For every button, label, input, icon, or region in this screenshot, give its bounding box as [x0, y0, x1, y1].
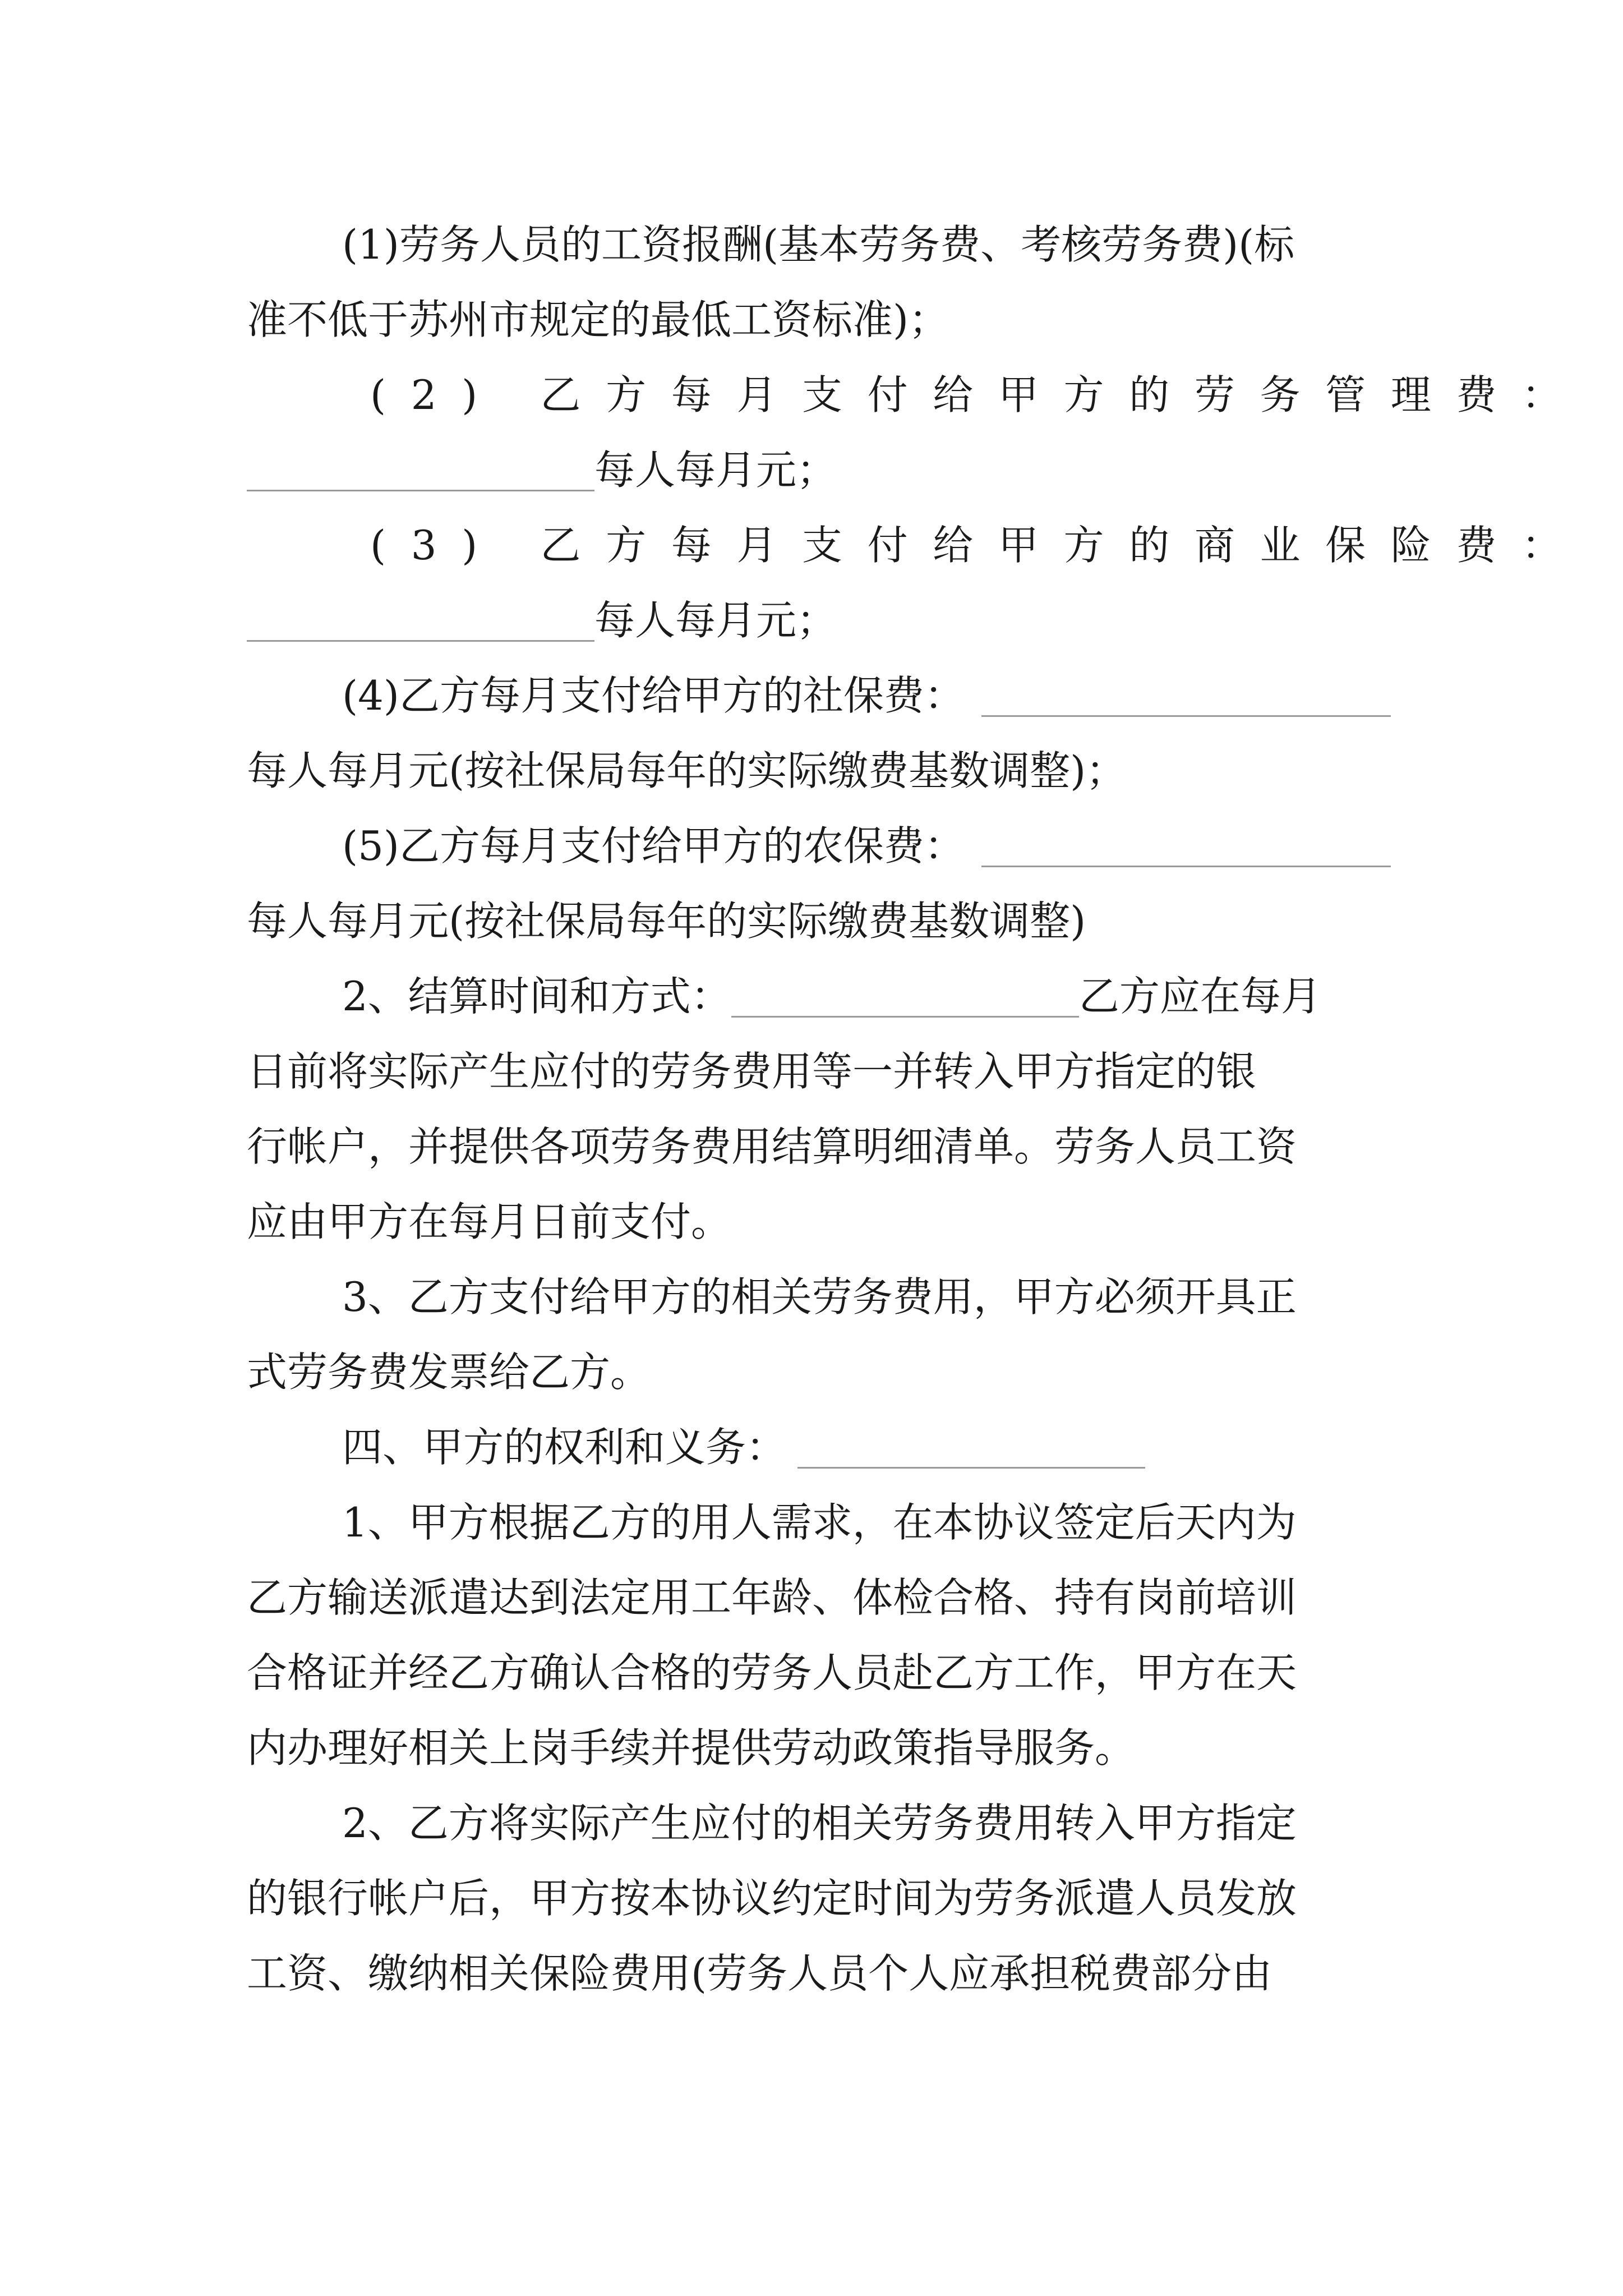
- line-text: (1)劳务人员的工资报酬(基本劳务费、考核劳务费)(标: [342, 221, 1295, 268]
- paragraph-line: [247, 1038, 1391, 1105]
- line-text: 四、甲方的权利和义务：: [342, 1424, 787, 1471]
- line-text: 每人每月元；: [594, 447, 837, 494]
- line-text: 式劳务费发票给乙方。: [247, 1349, 651, 1396]
- paragraph-line: [247, 737, 1391, 804]
- paragraph-line: [342, 211, 1391, 278]
- paragraph-line: [370, 361, 1587, 429]
- line-text: 日前将实际产生应付的劳务费用等一并转入甲方指定的银: [247, 1048, 1257, 1095]
- line-text: 应由甲方在每月日前支付。: [247, 1198, 732, 1245]
- line-text: 2、结算时间和方式：: [342, 973, 731, 1020]
- fill-in-blank: [247, 606, 594, 642]
- paragraph-line: [247, 587, 1391, 654]
- line-text: 每人每月元(按社保局每年的实际缴费基数调整): [247, 898, 1086, 945]
- line-text: 行帐户，并提供各项劳务费用结算明细清单。劳务人员工资: [247, 1123, 1297, 1170]
- paragraph-line: [342, 1489, 1391, 1556]
- fill-in-blank: [797, 1433, 1145, 1469]
- line-text: 乙方应在每月: [1078, 973, 1321, 1020]
- line-text: 准不低于苏州市规定的最低工资标准)；: [247, 296, 949, 343]
- line-text: (2) 乙方每月支付给甲方的劳务管理费：: [370, 371, 1587, 418]
- paragraph-line: [370, 512, 1587, 579]
- paragraph-line: [342, 1263, 1391, 1331]
- paragraph-line: [247, 1113, 1391, 1180]
- line-text: 每人每月元(按社保局每年的实际缴费基数调整)；: [247, 747, 1127, 794]
- paragraph-line: [247, 1639, 1391, 1706]
- fill-in-blank: [981, 832, 1391, 867]
- fill-in-blank: [247, 456, 594, 491]
- fill-in-blank: [981, 682, 1391, 717]
- line-text: 工资、缴纳相关保险费用(劳务人员个人应承担税费部分由: [247, 1950, 1272, 1997]
- line-text: 3、乙方支付给甲方的相关劳务费用，甲方必须开具正: [342, 1273, 1297, 1320]
- paragraph-line: [247, 436, 1391, 504]
- section-heading-line: [342, 1414, 1391, 1481]
- paragraph-line: [247, 887, 1391, 955]
- paragraph-line: [247, 1564, 1391, 1631]
- paragraph-line: [342, 662, 1391, 729]
- line-text: 内办理好相关上岗手续并提供劳动政策指导服务。: [247, 1724, 1136, 1772]
- line-text: 每人每月元；: [594, 597, 837, 644]
- paragraph-line: [342, 1789, 1391, 1857]
- line-text: 1、甲方根据乙方的用人需求，在本协议签定后天内为: [342, 1499, 1297, 1546]
- paragraph-line: [247, 1188, 1391, 1255]
- paragraph-line: [247, 1940, 1391, 2007]
- line-text: 合格证并经乙方确认合格的劳务人员赴乙方工作，甲方在天: [247, 1649, 1297, 1696]
- line-text: (4)乙方每月支付给甲方的社保费：: [342, 672, 965, 719]
- fill-in-blank: [731, 982, 1079, 1018]
- paragraph-line: [342, 812, 1391, 880]
- paragraph-line: [342, 963, 1391, 1030]
- line-text: 的银行帐户后，甲方按本协议约定时间为劳务派遣人员发放: [247, 1875, 1297, 1922]
- line-text: (5)乙方每月支付给甲方的农保费：: [342, 822, 965, 869]
- paragraph-line: [247, 1714, 1391, 1782]
- paragraph-line: [247, 286, 1391, 353]
- line-text: 乙方输送派遣达到法定用工年龄、体检合格、持有岗前培训: [247, 1574, 1297, 1621]
- line-text: 2、乙方将实际产生应付的相关劳务费用转入甲方指定: [342, 1800, 1297, 1847]
- paragraph-line: [247, 1865, 1391, 1932]
- paragraph-line: [247, 1338, 1391, 1406]
- line-text: (3) 乙方每月支付给甲方的商业保险费：: [370, 522, 1587, 569]
